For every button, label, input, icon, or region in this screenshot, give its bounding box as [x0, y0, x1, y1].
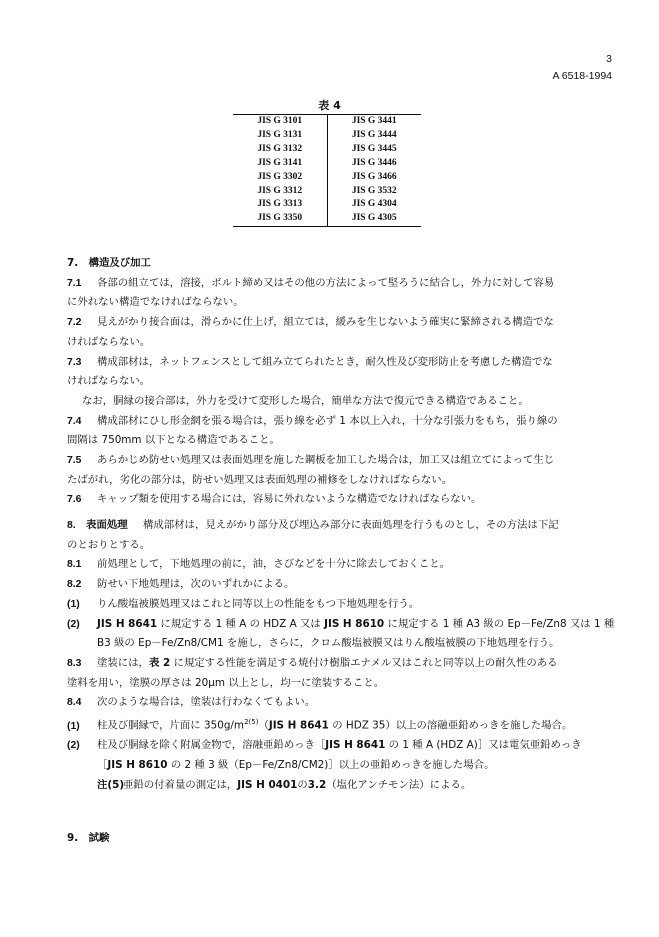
table-row [233, 129, 421, 143]
section-9-heading: 9. 試験 [67, 832, 110, 844]
table-cell: JIS G 3141 [233, 157, 327, 171]
footnote-number: 注(5) [97, 778, 125, 791]
section-8-intro-cont: のとおりとする。 [67, 538, 151, 551]
page-number: 3 [606, 53, 612, 65]
clause-text: キャップ類を使用する場合には，容易に外れないような構造でなければならない。 [97, 493, 482, 506]
clause-text: 前処理として，下地処理の前に，油，さびなどを十分に除去しておくこと。 [97, 558, 451, 571]
table-cell: JIS G 3312 [233, 185, 327, 199]
clause-8-4 [67, 693, 614, 713]
jis-ref: JIS H 8641 [268, 719, 329, 732]
clause-text: 構成部材は，ネットフェンスとして組み立てられたとき，耐久性及び変形防止を考慮した構造でな [97, 355, 553, 368]
item-text: に規定する 1 種 A3 級の Ep－Fe/Zn8 又は 1 種 [384, 617, 615, 630]
clause-7-2-cont: ければならない。 [67, 335, 151, 348]
clause-7-4 [67, 412, 614, 432]
clause-text: 塗装には， [97, 656, 149, 669]
item-text: りん酸塩被膜処理又はこれと同等以上の性能をもつ下地処理を行う。 [97, 597, 420, 610]
clause-number: 8.1 [67, 559, 82, 571]
clause-number: 8.3 [67, 657, 82, 669]
section-8-intro: 構成部材は，見えがかり部分及び埋込み部分に表面処理を行うものとし，その方法は下記 [143, 519, 559, 531]
clause-text: 各部の組立ては，溶接，ボルト締め又はその他の方法によって堅ろうに結合し，外力に対して容易 [97, 276, 555, 289]
footnote-text: （塩化アンチモン法）による。 [326, 778, 472, 791]
jis-ref: JIS H 8641 [325, 739, 386, 752]
table-cell: JIS G 3444 [351, 129, 397, 140]
clause-text: に規定する性能を満足する焼付け樹脂エナメル又はこれと同等以上の耐久性のある [170, 656, 558, 669]
clause-number: 7.2 [67, 317, 82, 329]
footnote-text: 亜鉛の付着量の測定は， [123, 778, 238, 791]
item-number: (1) [67, 720, 80, 732]
clause-7-1-cont: に外れない構造でなければならない。 [67, 296, 244, 309]
section-7-heading: 7. 構造及び加工 [67, 257, 151, 269]
table-row [233, 198, 421, 212]
clause-7-3 [67, 353, 614, 373]
item-text: の 1 種 A (HDZ A)］又は電気亜鉛めっき [385, 739, 582, 752]
table-row [233, 115, 421, 129]
item-text: 柱及び胴縁を除く附属金物で，溶融亜鉛めっき［ [97, 739, 326, 752]
table-cell: JIS G 3445 [351, 143, 397, 154]
clause-ref: 3.2 [307, 778, 327, 791]
item-number: (1) [67, 598, 80, 610]
clause-7-1 [67, 274, 614, 294]
clause-7-3-cont: ければならない。 [67, 375, 151, 388]
item-8-4-1 [67, 713, 614, 736]
table-cell: JIS G 3101 [233, 115, 327, 129]
clause-8-2 [67, 575, 614, 595]
table-row [233, 157, 421, 171]
table-caption: 表 4 [318, 99, 341, 112]
clause-8-3 [67, 654, 614, 674]
table-cell: JIS G 3446 [351, 157, 397, 168]
item-number: (2) [67, 618, 80, 630]
clause-7-5 [67, 451, 614, 471]
clause-number: 7.6 [67, 494, 82, 506]
clause-text: 次のような場合は，塗装は行わなくてもよい。 [97, 696, 316, 709]
clause-number: 7.3 [67, 356, 82, 368]
item-text: に規定する 1 種 A の HDZ A 又は [157, 617, 325, 630]
clause-8-3-cont: 塗料を用い，塗膜の厚さは 20μm 以上とし，均一に塗装すること。 [67, 676, 385, 689]
clause-7-5-cont: たばがれ，劣化の部分は，防せい処理又は表面処理の補修をしなければならない。 [67, 473, 453, 486]
item-text: 柱及び胴縁で，片面に 350g/m [97, 719, 245, 732]
section-7 [67, 254, 614, 510]
item-text: ［ [97, 758, 108, 771]
section-8 [67, 516, 614, 795]
item-8-2-1 [67, 595, 614, 615]
jis-ref: JIS H 8641 [97, 617, 158, 630]
table-cell: JIS G 4304 [351, 199, 397, 210]
table-row [233, 185, 421, 199]
item-text: （ [258, 719, 269, 732]
superscript: 2(5) [244, 718, 259, 727]
table-row [233, 171, 421, 185]
item-8-4-2-cont [67, 756, 614, 776]
clause-7-6 [67, 490, 614, 510]
clause-7-4-cont: 間隔は 750mm 以下となる構造であること。 [67, 434, 280, 447]
section-9 [67, 829, 614, 849]
clause-8-1 [67, 555, 614, 575]
item-text: の HDZ 35）以上の溶融亜鉛めっきを施した場合。 [328, 719, 573, 732]
clause-text: 防せい下地処理は，次のいずれかによる。 [97, 578, 295, 591]
footnote-5 [67, 776, 614, 796]
jis-ref: JIS H 8610 [324, 617, 385, 630]
table-cell: JIS G 4305 [351, 213, 397, 224]
item-number: (2) [67, 740, 80, 752]
clause-7-2 [67, 313, 614, 333]
item-text: の 2 種 3 級（Ep－Fe/Zn8/CM2)］以上の亜鉛めっきを施した場合。 [167, 758, 495, 771]
table-ref: 表 2 [148, 656, 171, 669]
jis-standards-table [233, 114, 421, 227]
clause-text: あらかじめ防せい処理又は表面処理を施した鋼板を加工した場合は，加工又は組立てによって生じ [97, 454, 555, 467]
section-8-heading: 8. 表面処理 [67, 520, 128, 531]
table-cell: JIS G 3302 [233, 171, 327, 185]
table-cell: JIS G 3131 [233, 129, 327, 143]
table-row [233, 143, 421, 157]
item-8-2-2 [67, 615, 614, 635]
clause-number: 7.4 [67, 415, 82, 427]
table-cell: JIS G 3350 [233, 212, 327, 226]
section-8-heading-line [67, 516, 614, 536]
table-row [233, 212, 421, 226]
table-cell: JIS G 3441 [351, 116, 397, 126]
jis-ref: JIS H 0401 [237, 778, 298, 791]
clause-text: 構成部材にひし形金網を張る場合は，張り線を必ず 1 本以上入れ，十分な引張力をもち，張り線の [97, 414, 558, 427]
item-8-4-2 [67, 736, 614, 756]
jis-ref: JIS H 8610 [107, 758, 168, 771]
table-cell: JIS G 3132 [233, 143, 327, 157]
item-8-2-2-cont: B3 級の Ep－Fe/Zn8/CM1 を施し，さらに，クロム酸塩被膜又はりん酸塩被膜の下地処理を行う。 [97, 637, 560, 650]
clause-number: 8.4 [67, 697, 82, 709]
footnote-text: の [297, 778, 308, 791]
clause-number: 7.1 [67, 277, 82, 289]
clause-number: 7.5 [67, 455, 82, 467]
clause-text: 見えがかり接合面は，滑らかに仕上げ，組立ては，緩みを生じないよう確実に緊締される構造でな [97, 316, 554, 329]
standard-number: A 6518-1994 [552, 70, 612, 82]
table-cell: JIS G 3532 [351, 185, 397, 196]
clause-number: 8.2 [67, 579, 82, 591]
table-cell: JIS G 3466 [351, 171, 397, 182]
table-cell: JIS G 3313 [233, 198, 327, 212]
clause-7-3-note: なお，胴縁の接合部は，外力を受けて変形した場合，簡単な方法で復元できる構造であること。 [82, 394, 529, 407]
